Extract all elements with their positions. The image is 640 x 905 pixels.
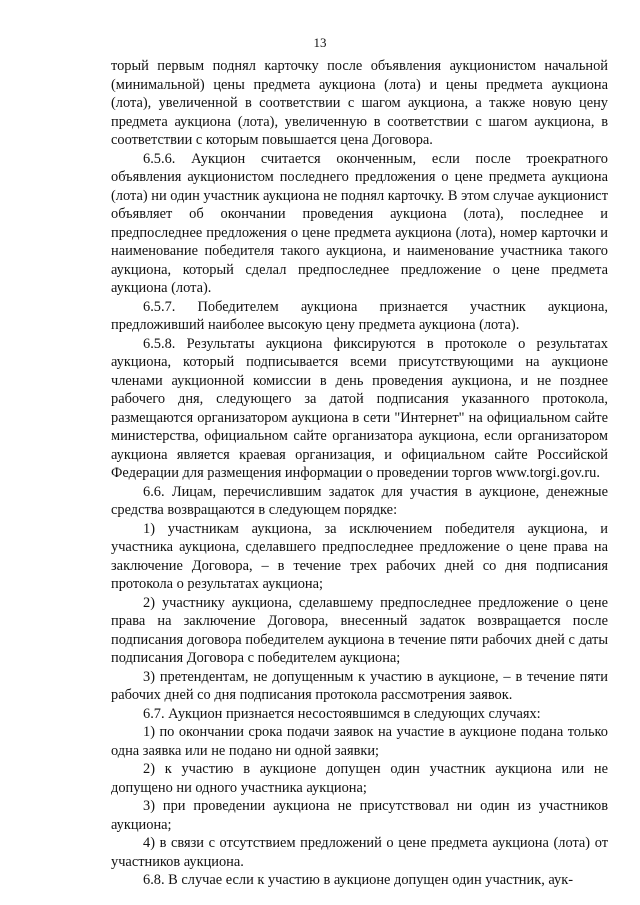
list-item-6-7-4: 4) в связи с отсутствием предложений о цене предмета аукциона (лота) от участников аукциона.	[111, 835, 608, 870]
list-item-6-7-3: 3) при проведении аукциона не присутствовал ни один из участников аукциона;	[111, 798, 608, 833]
paragraph-6-5-6: 6.5.6. Аукцион считается оконченным, если после троекратного объявления аукционистом последнего предложения о цене предмета аукциона (лота) ни один участник аукциона не поднял карточку. В этом случае аукционист объявляет об окончании проведения аукциона (лота), последнее и предпоследнее предложения о цене предмета аукциона (лота), номер карточки и наименование победителя такого аукциона, и наименование участника такого аукциона, который сделал предпоследнее предложение о цене предмета аукциона (лота).	[111, 150, 608, 296]
paragraph-6-7: 6.7. Аукцион признается несостоявшимся в следующих случаях:	[143, 705, 541, 722]
paragraph-6-5-7: 6.5.7. Победителем аукциона признается участник аукциона, предложивший наиболее высокую цену предмета аукциона (лота).	[111, 298, 608, 333]
document-body	[111, 57, 608, 890]
list-item-6-6-3: 3) претендентам, не допущенным к участию в аукционе, – в течение пяти рабочих дней со дня подписания протокола рассмотрения заявок.	[111, 668, 608, 703]
list-item-6-7-2: 2) к участию в аукционе допущен один участник аукциона или не допущено ни одного участника аукциона;	[111, 761, 608, 796]
paragraph-6-5-8: 6.5.8. Результаты аукциона фиксируются в протоколе о результатах аукциона, который подписывается всеми присутствующими на аукционе членами аукционной комиссии в день проведения аукциона, и не позднее рабочего дня, следующего за датой подписания указанного протокола, размещаются организатором аукциона в сети "Интернет" на официальном сайте министерства, официальном сайте организатора аукциона, если организатором аукциона является краевая организация, и официальном сайте Российской Федерации для размещения информации о проведении торгов www.torgi.gov.ru.	[111, 335, 608, 481]
paragraph-6-6: 6.6. Лицам, перечислившим задаток для участия в аукционе, денежные средства возвращаются в следующем порядке:	[111, 483, 608, 518]
list-item-6-7-1: 1) по окончании срока подачи заявок на участие в аукционе подана только одна заявка или не подано ни одной заявки;	[111, 724, 608, 759]
paragraph-continuation: торый первым поднял карточку после объявления аукционистом начальной (минимальной) цены предмета аукциона (лота) и цены предмета аукциона (лота), увеличенной в соответствии с шагом аукциона, а также новую цену предмета аукциона (лота), увеличенную в соответствии с шагом аукциона, в соответствии с которым повышается цена Договора.	[111, 58, 608, 148]
list-item-6-6-2: 2) участнику аукциона, сделавшему предпоследнее предложение о цене права на заключение Договора, внесенный задаток возвращается после подписания договора победителем аукциона в течение пяти рабочих дней с даты подписания Договора с победителем аукциона;	[111, 594, 608, 666]
page-number: 13	[313, 35, 327, 50]
paragraph-6-8: 6.8. В случае если к участию в аукционе допущен один участник, аук-	[143, 872, 574, 888]
list-item-6-6-1: 1) участникам аукциона, за исключением победителя аукциона, и участника аукциона, сделавшего предпоследнее предложение о цене права на заключение Договора, – в течение трех рабочих дней со дня подписания протокола о результатах аукциона;	[111, 520, 608, 592]
